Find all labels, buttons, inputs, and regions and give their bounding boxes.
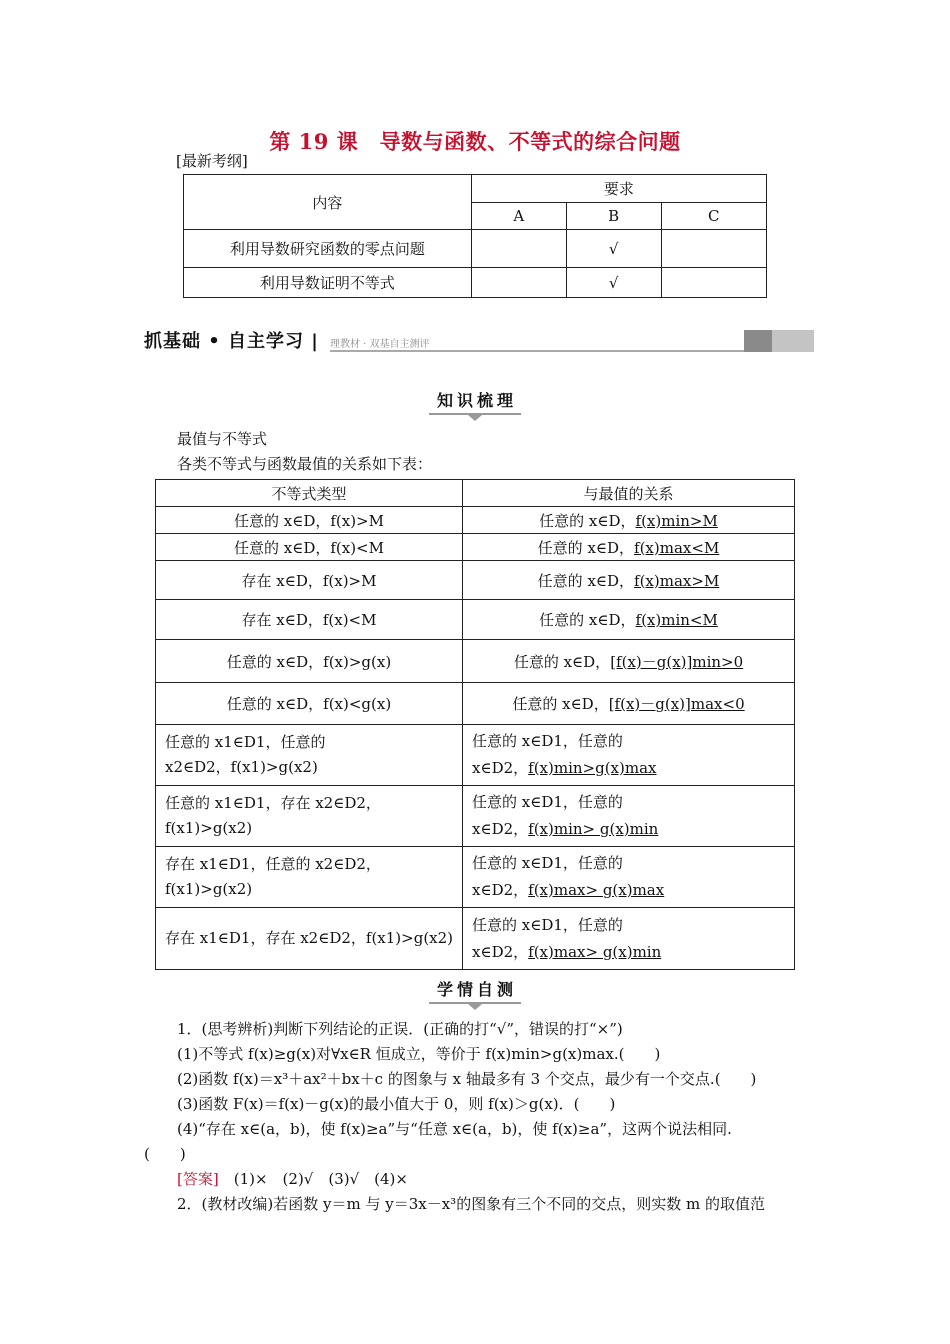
answer-blank: [f(x)－g(x)]max<0 [608, 695, 745, 713]
table-row [156, 908, 795, 970]
cell-text: 任意的 x∈D， [537, 538, 635, 557]
table-row [156, 847, 795, 908]
triangle-down-icon [468, 415, 482, 421]
cell-text: 任意的 x∈D， [537, 571, 635, 590]
req-cell: √ [566, 268, 661, 298]
answer-blank: [f(x)－g(x)]min>0 [610, 652, 744, 671]
table-row [184, 268, 767, 298]
question-1-item-1: (1)不等式 f(x)≥g(x)对∀x∈R 恒成立，等价于 f(x)min>g(x)max.( ) [177, 1045, 661, 1063]
ineq-header-left: 不等式类型 [156, 480, 463, 507]
req-header-content: 内容 [184, 175, 472, 230]
table-row [156, 683, 795, 725]
ineq-cell-left: 存在 x1∈D1，任意的 x2∈D2，f(x1)>g(x2) [156, 847, 463, 908]
ineq-cell-right [463, 847, 795, 908]
ineq-cell-left: 任意的 x1∈D1，存在 x2∈D2，f(x1)>g(x2) [156, 786, 463, 847]
table-row [156, 786, 795, 847]
section-heading-knowledge [0, 388, 950, 421]
answer-blank: f(x)max<M [634, 538, 720, 557]
ineq-cell-left: 任意的 x∈D，f(x)>M [156, 507, 463, 534]
banner-subtitle: 理教材 · 双基自主测评 [330, 339, 430, 350]
answer-blank: f(x)min<M [635, 611, 718, 629]
req-header-c: C [661, 203, 766, 230]
intro-text: 各类不等式与函数最值的关系如下表： [177, 455, 433, 473]
ineq-cell-left: 存在 x∈D，f(x)>M [156, 561, 463, 600]
banner-block-dark [744, 330, 772, 352]
cell-text: x∈D2， [472, 820, 529, 838]
inequality-table [155, 479, 795, 970]
table-row [156, 507, 795, 534]
answer-blank: f(x)min>M [635, 511, 718, 530]
table-row [156, 561, 795, 600]
question-1-item-2: (2)函数 f(x)＝x³＋ax²＋bx＋c 的图象与 x 轴最多有 3 个交点，最少有一个交点.( ) [177, 1070, 757, 1088]
ineq-cell-right [463, 908, 795, 970]
ineq-cell-right [463, 507, 795, 534]
kaogang-label: [最新考纲] [176, 152, 248, 170]
answer-blank: f(x)max>M [634, 571, 720, 590]
answer-text: (1)× (2)√ (3)√ (4)× [233, 1170, 408, 1188]
ineq-cell-right [463, 600, 795, 640]
ineq-cell-right [463, 725, 795, 786]
req-cell: 利用导数证明不等式 [184, 268, 472, 298]
cell-text: 任意的 x∈D1，任意的 [472, 793, 623, 811]
section-banner [144, 330, 814, 354]
banner-title: 抓基础 • 自主学习 | [144, 331, 319, 352]
table-row [156, 640, 795, 683]
table-row [156, 534, 795, 561]
triangle-down-icon [468, 1004, 482, 1010]
section-heading-selftest [0, 977, 950, 1010]
req-cell [661, 268, 766, 298]
ineq-cell-right [463, 561, 795, 600]
answer-label: [答案] [177, 1170, 219, 1188]
question-2: 2．(教材改编)若函数 y＝m 与 y＝3x－x³的图象有三个不同的交点，则实数 m 的取值范 [177, 1195, 765, 1213]
question-1-item-4-blank: ( ) [144, 1145, 186, 1163]
section-heading-text: 知识梳理 [429, 388, 521, 415]
ineq-header-right: 与最值的关系 [463, 480, 795, 507]
req-cell [661, 230, 766, 268]
req-cell: √ [566, 230, 661, 268]
ineq-cell-right [463, 534, 795, 561]
ineq-cell-left: 存在 x∈D，f(x)<M [156, 600, 463, 640]
question-1-item-3: (3)函数 F(x)＝f(x)－g(x)的最小值大于 0，则 f(x)＞g(x)．( ) [177, 1095, 616, 1113]
answer-blank: f(x)max> g(x)max [528, 881, 665, 899]
cell-text: 任意的 x∈D1，任意的 [472, 854, 623, 872]
cell-text: 任意的 x∈D1，任意的 [472, 732, 623, 750]
ineq-cell-right [463, 786, 795, 847]
cell-text: 任意的 x∈D， [512, 695, 609, 713]
cell-text: 任意的 x1∈D1，任意的 [165, 733, 326, 751]
section-heading-text: 学情自测 [429, 977, 521, 1004]
cell-text: 任意的 x∈D， [539, 511, 636, 530]
answer-blank: f(x)max> g(x)min [528, 942, 662, 961]
table-row [156, 725, 795, 786]
answer-blank: f(x)min>g(x)max [528, 759, 657, 777]
ineq-cell-left: 存在 x1∈D1，存在 x2∈D2，f(x1)>g(x2) [156, 908, 463, 970]
banner-block-light [772, 330, 814, 352]
question-1-item-4: (4)“存在 x∈(a，b)，使 f(x)≥a”与“任意 x∈(a，b)，使 f(x)≥a”，这两个说法相同. [177, 1120, 732, 1138]
cell-text: x∈D2， [472, 942, 529, 961]
answer-blank: f(x)min> g(x)min [528, 820, 659, 838]
requirements-table [183, 174, 767, 298]
cell-text: 任意的 x∈D， [539, 611, 636, 629]
req-cell [471, 268, 566, 298]
cell-text: 任意的 x∈D1，任意的 [472, 915, 623, 934]
ineq-cell-right [463, 640, 795, 683]
ineq-cell-left [156, 725, 463, 786]
page-title: 第 19 课 导数与函数、不等式的综合问题 [269, 129, 681, 154]
req-header-a: A [471, 203, 566, 230]
question-1: 1．(思考辨析)判断下列结论的正误．(正确的打“√”，错误的打“×”) [177, 1020, 623, 1038]
cell-text: 任意的 x∈D， [513, 652, 611, 671]
cell-text: x∈D2， [472, 759, 529, 777]
ineq-cell-left: 任意的 x∈D，f(x)<M [156, 534, 463, 561]
table-row [184, 230, 767, 268]
table-row [156, 600, 795, 640]
req-cell [471, 230, 566, 268]
intro-heading: 最值与不等式 [177, 430, 268, 448]
ineq-cell-left: 任意的 x∈D，f(x)>g(x) [156, 640, 463, 683]
answer-line [177, 1168, 408, 1189]
ineq-cell-left: 任意的 x∈D，f(x)<g(x) [156, 683, 463, 725]
req-cell: 利用导数研究函数的零点问题 [184, 230, 472, 268]
req-header-b: B [566, 203, 661, 230]
cell-text: x2∈D2，f(x1)>g(x2) [165, 758, 318, 776]
cell-text: x∈D2， [472, 881, 529, 899]
req-header-req: 要求 [471, 175, 766, 203]
banner-line [330, 350, 744, 352]
ineq-cell-right [463, 683, 795, 725]
